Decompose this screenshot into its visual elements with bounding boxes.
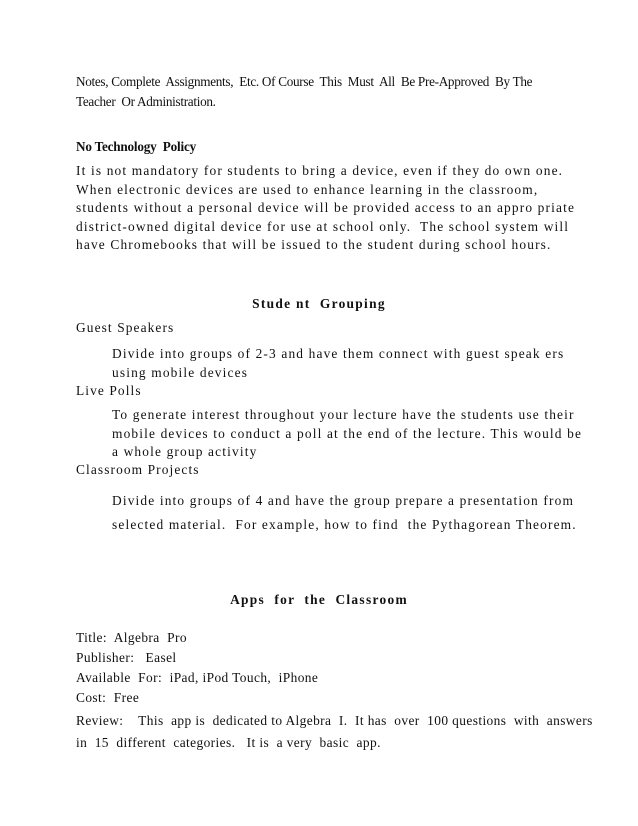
group-label-classroom-projects: Classroom Projects xyxy=(76,462,200,477)
apps-heading: Apps for the Classroom xyxy=(230,592,408,607)
group-line: selected material. For example, how to find the Pythagorean Theorem. xyxy=(112,517,577,532)
review-line: in 15 different categories. It is a very basic app. xyxy=(76,735,381,750)
policy-line: When electronic devices are used to enhance learning in the classroom, xyxy=(76,181,539,197)
group-line: a whole group activity xyxy=(112,444,258,460)
student-grouping-heading: Stude nt Grouping xyxy=(252,296,386,311)
intro-line: Notes, Complete Assignments, Etc. Of Course This Must All Be Pre-Approved By The xyxy=(76,74,533,89)
group-line: mobile devices to conduct a poll at the end of the lecture. This would be xyxy=(112,425,583,441)
group-line: using mobile devices xyxy=(112,364,249,380)
group-label-live-polls: Live Polls xyxy=(76,383,142,398)
group-description-live-polls xyxy=(112,406,592,462)
policy-heading: No Technology Policy xyxy=(76,139,196,154)
app-review xyxy=(76,710,593,754)
app-publisher: Publisher: Easel xyxy=(76,650,177,665)
group-label-guest-speakers: Guest Speakers xyxy=(76,320,175,335)
group-line: To generate interest throughout your lecture have the students use their xyxy=(112,407,575,422)
group-description-classroom-projects xyxy=(112,489,592,537)
group-line: Divide into groups of 4 and have the group prepare a presentation from xyxy=(112,493,575,508)
intro-line: Teacher Or Administration. xyxy=(76,94,216,109)
app-title: Title: Algebra Pro xyxy=(76,630,187,645)
review-line: Review: This app is dedicated to Algebra I. It has over 100 questions with answers xyxy=(76,713,593,728)
intro-paragraph xyxy=(76,72,556,112)
policy-paragraph xyxy=(76,162,586,255)
policy-line: It is not mandatory for students to bring a device, even if they do own one. xyxy=(76,163,564,178)
group-line: Divide into groups of 2-3 and have them connect with guest speak ers xyxy=(112,346,565,361)
policy-line: students without a personal device will be provided access to an appro priate xyxy=(76,200,576,216)
policy-line: district-owned digital device for use at school only. The school system will xyxy=(76,218,570,234)
policy-line: have Chromebooks that will be issued to the student during school hours. xyxy=(76,237,552,253)
group-description-guest-speakers xyxy=(112,345,592,382)
app-cost: Cost: Free xyxy=(76,690,140,705)
app-availability: Available For: iPad, iPod Touch, iPhone xyxy=(76,670,319,685)
